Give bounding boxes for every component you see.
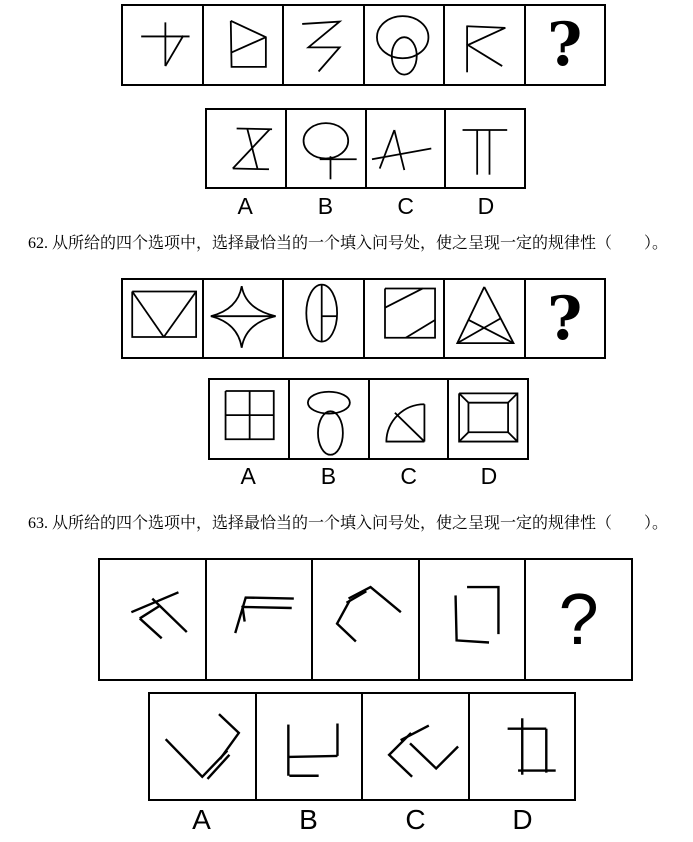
q61-option-label-C: C bbox=[397, 193, 414, 219]
q62-option-3-quarter-fan-figure bbox=[370, 380, 450, 458]
q61-option-labels bbox=[205, 193, 526, 223]
question-mark-glyph: ? bbox=[547, 10, 583, 80]
q61-seq-cell-1-crossed-seven-figure bbox=[123, 6, 204, 84]
q61-seq-cell-6-question-mark bbox=[526, 6, 605, 84]
q61-option-3-slanted-a-figure bbox=[367, 110, 447, 187]
q63-options-grid bbox=[148, 692, 576, 801]
q61-option-label-A: A bbox=[237, 193, 253, 219]
q62-seq-cell-5-triangle-cevians-figure bbox=[445, 280, 526, 357]
q61-option-label-D: D bbox=[477, 193, 495, 219]
q61-seq-cell-4-circle-over-ellipse-figure bbox=[365, 6, 446, 84]
question-mark-glyph: ? bbox=[558, 579, 599, 660]
q62-option-labels bbox=[208, 463, 529, 493]
q61-sequence-grid bbox=[121, 4, 606, 86]
q63-number: 63. bbox=[28, 515, 48, 532]
q62-sequence-grid bbox=[121, 278, 606, 359]
q63-seq-cell-5-question-mark bbox=[526, 560, 631, 679]
q63-option-4-overshot-rectangle-figure bbox=[470, 694, 575, 799]
q61-option-2-circle-with-cross-figure bbox=[287, 110, 367, 187]
q63-seq-cell-1-two-angles-crossed-figure bbox=[100, 560, 207, 679]
q62-seq-cell-2-four-point-star-figure bbox=[204, 280, 285, 357]
q62-seq-cell-4-square-two-diagonals-figure bbox=[365, 280, 446, 357]
q63-option-2-u-brackets-figure bbox=[257, 694, 364, 799]
q63-option-label-D: D bbox=[512, 804, 533, 835]
q63-stem bbox=[28, 510, 668, 533]
q61-option-label-B: B bbox=[317, 193, 334, 219]
q61-seq-cell-5-k-flag-figure bbox=[445, 6, 526, 84]
q62-option-1-window-pane-figure bbox=[210, 380, 290, 458]
q63-text: 从所给的四个选项中，选择最恰当的一个填入问号处，使之呈现一定的规律性（ ）。 bbox=[52, 515, 669, 532]
q63-seq-cell-4-open-rectangle-figure bbox=[420, 560, 527, 679]
q63-option-label-C: C bbox=[405, 804, 426, 835]
q61-seq-cell-3-double-zigzag-figure bbox=[284, 6, 365, 84]
q63-option-label-A: A bbox=[192, 804, 211, 835]
question-mark-glyph: ? bbox=[547, 283, 583, 354]
q62-option-4-beveled-frame-figure bbox=[449, 380, 527, 458]
q62-options-grid bbox=[208, 378, 529, 460]
q61-seq-cell-2-flag-quadrilateral-figure bbox=[204, 6, 285, 84]
q63-seq-cell-3-chevron-and-angle-figure bbox=[313, 560, 420, 679]
q62-stem bbox=[28, 230, 668, 253]
q61-options-grid bbox=[205, 108, 526, 189]
q63-option-label-B: B bbox=[299, 804, 318, 835]
q63-option-3-crossed-angle-brackets-figure bbox=[363, 694, 470, 799]
q62-option-2-stacked-ellipses-figure bbox=[290, 380, 370, 458]
q62-number: 62. bbox=[28, 235, 48, 252]
q62-seq-cell-1-envelope-figure bbox=[123, 280, 204, 357]
q61-option-4-pi-figure bbox=[446, 110, 524, 187]
q63-sequence-grid bbox=[98, 558, 633, 681]
q62-text: 从所给的四个选项中，选择最恰当的一个填入问号处，使之呈现一定的规律性（ ）。 bbox=[52, 235, 669, 252]
q62-option-label-D: D bbox=[480, 463, 498, 489]
q63-option-1-double-vee-figure bbox=[150, 694, 257, 799]
q61-option-1-z-with-bars-figure bbox=[207, 110, 287, 187]
q62-option-label-C: C bbox=[400, 463, 417, 489]
q63-option-labels bbox=[148, 804, 576, 838]
q62-seq-cell-6-question-mark bbox=[526, 280, 605, 357]
q63-seq-cell-2-nested-corner-brackets-figure bbox=[207, 560, 314, 679]
q62-seq-cell-3-halved-ellipse-figure bbox=[284, 280, 365, 357]
q62-option-label-B: B bbox=[320, 463, 337, 489]
q62-option-label-A: A bbox=[240, 463, 256, 489]
